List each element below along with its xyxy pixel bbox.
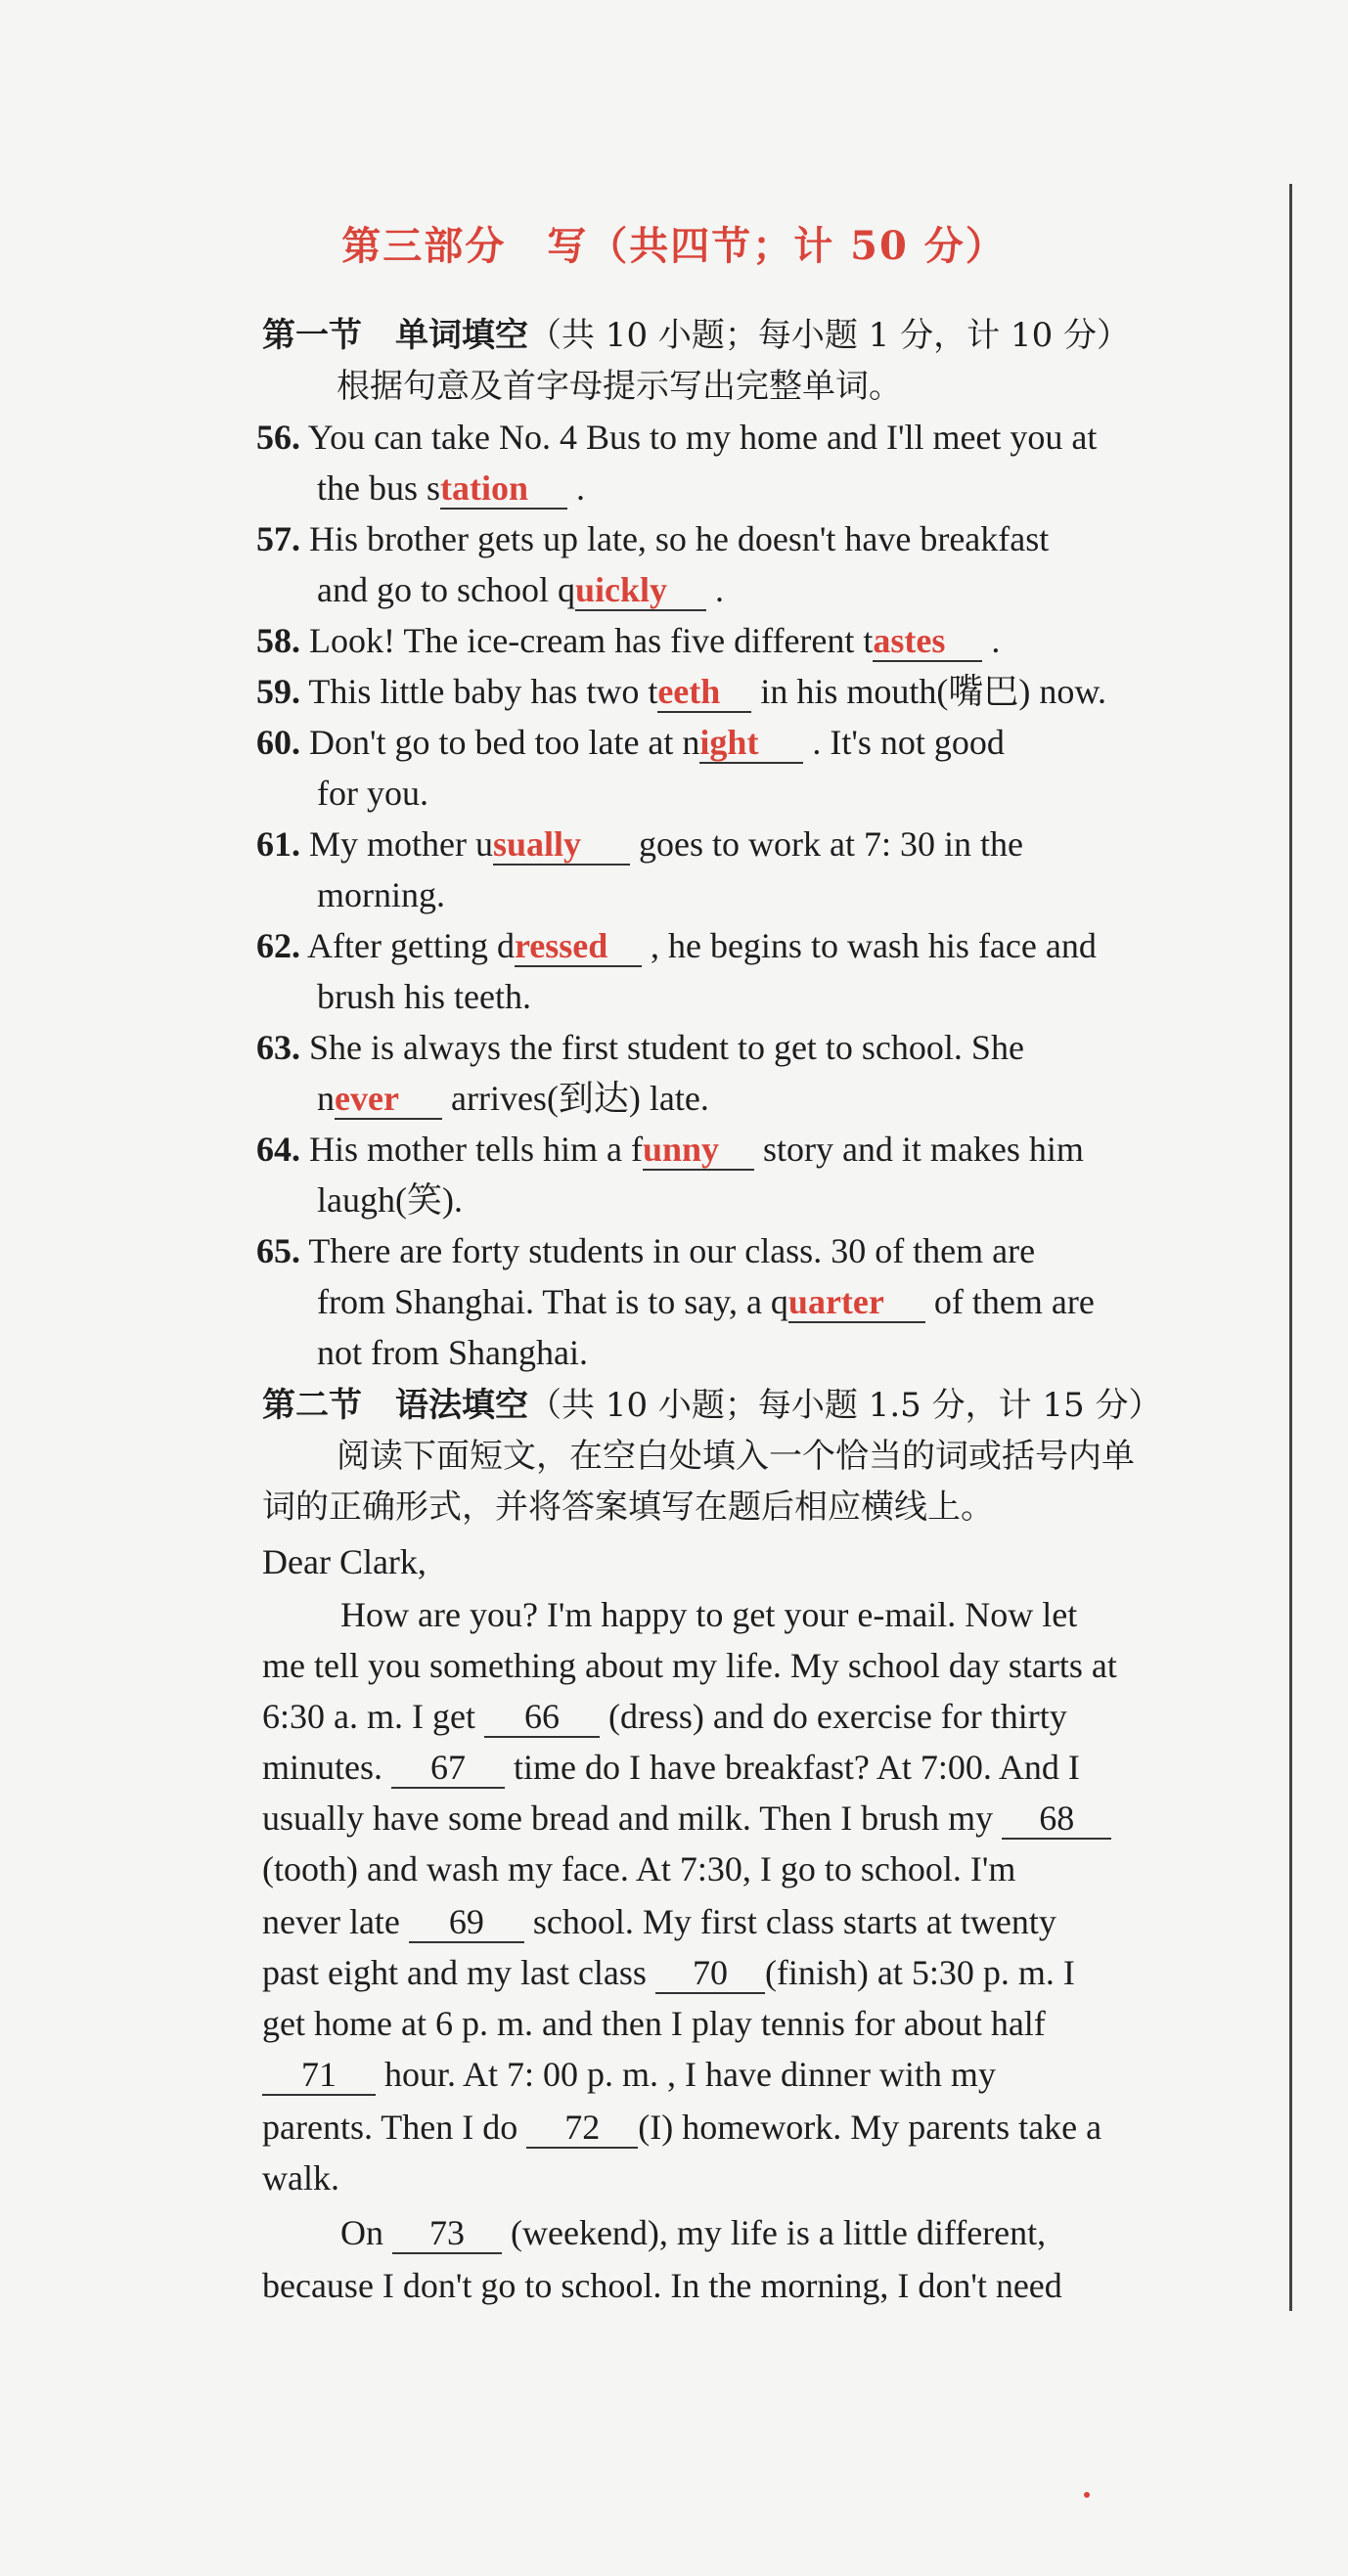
blank-67[interactable]: 67 (391, 1748, 505, 1789)
question-56-line2 (317, 462, 585, 514)
question-text: There are forty students in our class. 30 of them are (308, 1231, 1036, 1270)
letter-text: past eight and my last class (262, 1953, 647, 1992)
question-text: . (982, 621, 1001, 660)
answer-blank[interactable]: sually (493, 824, 630, 866)
question-text: the bus s (317, 468, 440, 508)
question-text: n (317, 1079, 335, 1118)
letter-text: parents. Then I do (262, 2108, 518, 2147)
question-number: 65. (256, 1231, 300, 1270)
question-text: of them are (924, 1282, 1095, 1321)
letter-text: (finish) at 5:30 p. m. I (764, 1953, 1075, 1992)
question-text: from Shanghai. That is to say, a q (317, 1282, 788, 1321)
letter-text: time do I have breakfast? At 7:00. And I (514, 1748, 1080, 1787)
answer-blank[interactable]: ever (335, 1079, 442, 1120)
letter-text: never late (262, 1902, 400, 1941)
letter-line (340, 2206, 1046, 2259)
question-59 (256, 665, 1106, 718)
question-61-line2: morning. (317, 875, 445, 914)
question-number: 63. (256, 1028, 300, 1067)
section2-name: 第二节 语法填空 (262, 1386, 528, 1425)
section1-score: （共 10 小题；每小题 1 分，计 10 分） (528, 316, 1131, 355)
question-text: . (705, 570, 724, 609)
question-65-line2 (317, 1275, 1095, 1328)
answer-blank[interactable]: uickly (575, 570, 706, 611)
question-text: His mother tells him a f (309, 1130, 643, 1169)
question-64-line1 (256, 1123, 1084, 1176)
answer-blank[interactable]: astes (873, 621, 982, 662)
question-text: Don't go to bed too late at n (309, 723, 700, 762)
section2-heading (262, 1379, 1161, 1432)
question-57-line1 (256, 512, 1049, 565)
question-number: 60. (256, 723, 300, 762)
letter-line (262, 2101, 1101, 2154)
letter-text: (dress) and do exercise for thirty (607, 1697, 1067, 1736)
question-64-line2: laugh(笑). (317, 1180, 463, 1220)
question-57-line2 (317, 563, 724, 616)
question-text: You can take No. 4 Bus to my home and I'll meet you at (307, 418, 1098, 457)
letter-line (262, 1741, 1080, 1794)
letter-text: school. My first class starts at twenty (532, 1902, 1056, 1941)
letter-text: (weekend), my life is a little different, (511, 2213, 1047, 2252)
letter-text: hour. At 7: 00 p. m. , I have dinner with my (384, 2055, 996, 2094)
letter-line (262, 1895, 1056, 1948)
letter-line: because I don't go to school. In the morning, I don't need (262, 2266, 1062, 2305)
question-62-line2: brush his teeth. (317, 977, 531, 1016)
question-number: 58. (256, 621, 300, 660)
answer-blank[interactable]: ight (699, 723, 803, 764)
question-text: story and it makes him (753, 1130, 1084, 1169)
letter-text: minutes. (262, 1748, 382, 1787)
question-61-line1 (256, 818, 1023, 870)
answer-blank[interactable]: eeth (657, 672, 751, 713)
question-62-line1 (256, 919, 1097, 972)
letter-line: (tooth) and wash my face. At 7:30, I go to school. I'm (262, 1849, 1016, 1888)
answer-blank[interactable]: uarter (788, 1282, 925, 1323)
question-text: . It's not good (803, 723, 1005, 762)
question-60-line1 (256, 716, 1005, 769)
question-58 (256, 614, 1000, 667)
answer-blank[interactable]: ressed (515, 926, 642, 967)
question-number: 57. (256, 519, 300, 558)
blank-73[interactable]: 73 (392, 2213, 502, 2254)
question-number: 59. (256, 672, 300, 711)
question-text: goes to work at 7: 30 in the (629, 824, 1023, 864)
letter-text: usually have some bread and milk. Then I brush my (262, 1799, 994, 1838)
part-title: 第三部分 写（共四节；计 50 分） (341, 223, 1007, 269)
question-text: . (567, 468, 585, 508)
letter-text: On (340, 2213, 383, 2252)
letter-line (262, 1690, 1067, 1743)
answer-blank[interactable]: unny (643, 1130, 754, 1171)
question-65-line3: not from Shanghai. (317, 1333, 588, 1372)
question-number: 56. (256, 418, 300, 457)
blank-66[interactable]: 66 (484, 1697, 600, 1738)
letter-text: (I) homework. My parents take a (638, 2108, 1102, 2147)
blank-68[interactable]: 68 (1002, 1799, 1111, 1840)
letter-line: walk. (262, 2158, 339, 2198)
question-number: 62. (256, 926, 300, 965)
question-text: His brother gets up late, so he doesn't have breakfast (309, 519, 1050, 558)
letter-line (262, 1946, 1075, 1999)
question-text: She is always the first student to get to school. She (309, 1028, 1024, 1067)
section1-name: 第一节 单词填空 (262, 316, 528, 355)
blank-72[interactable]: 72 (526, 2108, 638, 2149)
red-dot-mark (1084, 2492, 1090, 2498)
letter-text: 6:30 a. m. I get (262, 1697, 475, 1736)
question-text: Look! The ice-cream has five different t (309, 621, 874, 660)
blank-71[interactable]: 71 (262, 2055, 376, 2096)
right-margin-rule (1289, 184, 1292, 2311)
question-number: 64. (256, 1130, 300, 1169)
letter-line: me tell you something about my life. My school day starts at (262, 1646, 1117, 1685)
question-60-line2: for you. (317, 774, 428, 813)
section1-heading (262, 309, 1130, 362)
question-text: in his mouth(嘴巴) now. (751, 672, 1106, 711)
section1-instruction: 根据句意及首字母提示写出完整单词。 (337, 367, 902, 406)
question-text: and go to school q (317, 570, 575, 609)
question-number: 61. (256, 824, 300, 864)
letter-line (262, 1792, 1111, 1844)
letter-line (262, 2048, 996, 2101)
question-65-line1 (256, 1224, 1035, 1277)
letter-line: get home at 6 p. m. and then I play tennis for about half (262, 2004, 1046, 2043)
answer-blank[interactable]: tation (440, 468, 567, 510)
question-text: My mother u (309, 824, 493, 864)
letter-line: How are you? I'm happy to get your e-mail. Now let (340, 1595, 1078, 1634)
letter-greeting: Dear Clark, (262, 1542, 427, 1581)
blank-70[interactable]: 70 (655, 1953, 765, 1994)
question-text: This little baby has two t (308, 672, 658, 711)
question-text: arrives(到达) late. (442, 1079, 709, 1118)
section2-instruction-1: 阅读下面短文，在空白处填入一个恰当的词或括号内单 (337, 1437, 1135, 1476)
section2-instruction-2: 词的正确形式，并将答案填写在题后相应横线上。 (262, 1488, 994, 1527)
question-63-line1 (256, 1021, 1024, 1074)
question-text: After getting d (307, 926, 515, 965)
question-text: , he begins to wash his face and (641, 926, 1097, 965)
question-63-line2 (317, 1072, 709, 1125)
section2-score: （共 10 小题；每小题 1.5 分，计 15 分） (528, 1386, 1162, 1425)
blank-69[interactable]: 69 (409, 1902, 524, 1943)
question-56-line1 (256, 411, 1097, 464)
